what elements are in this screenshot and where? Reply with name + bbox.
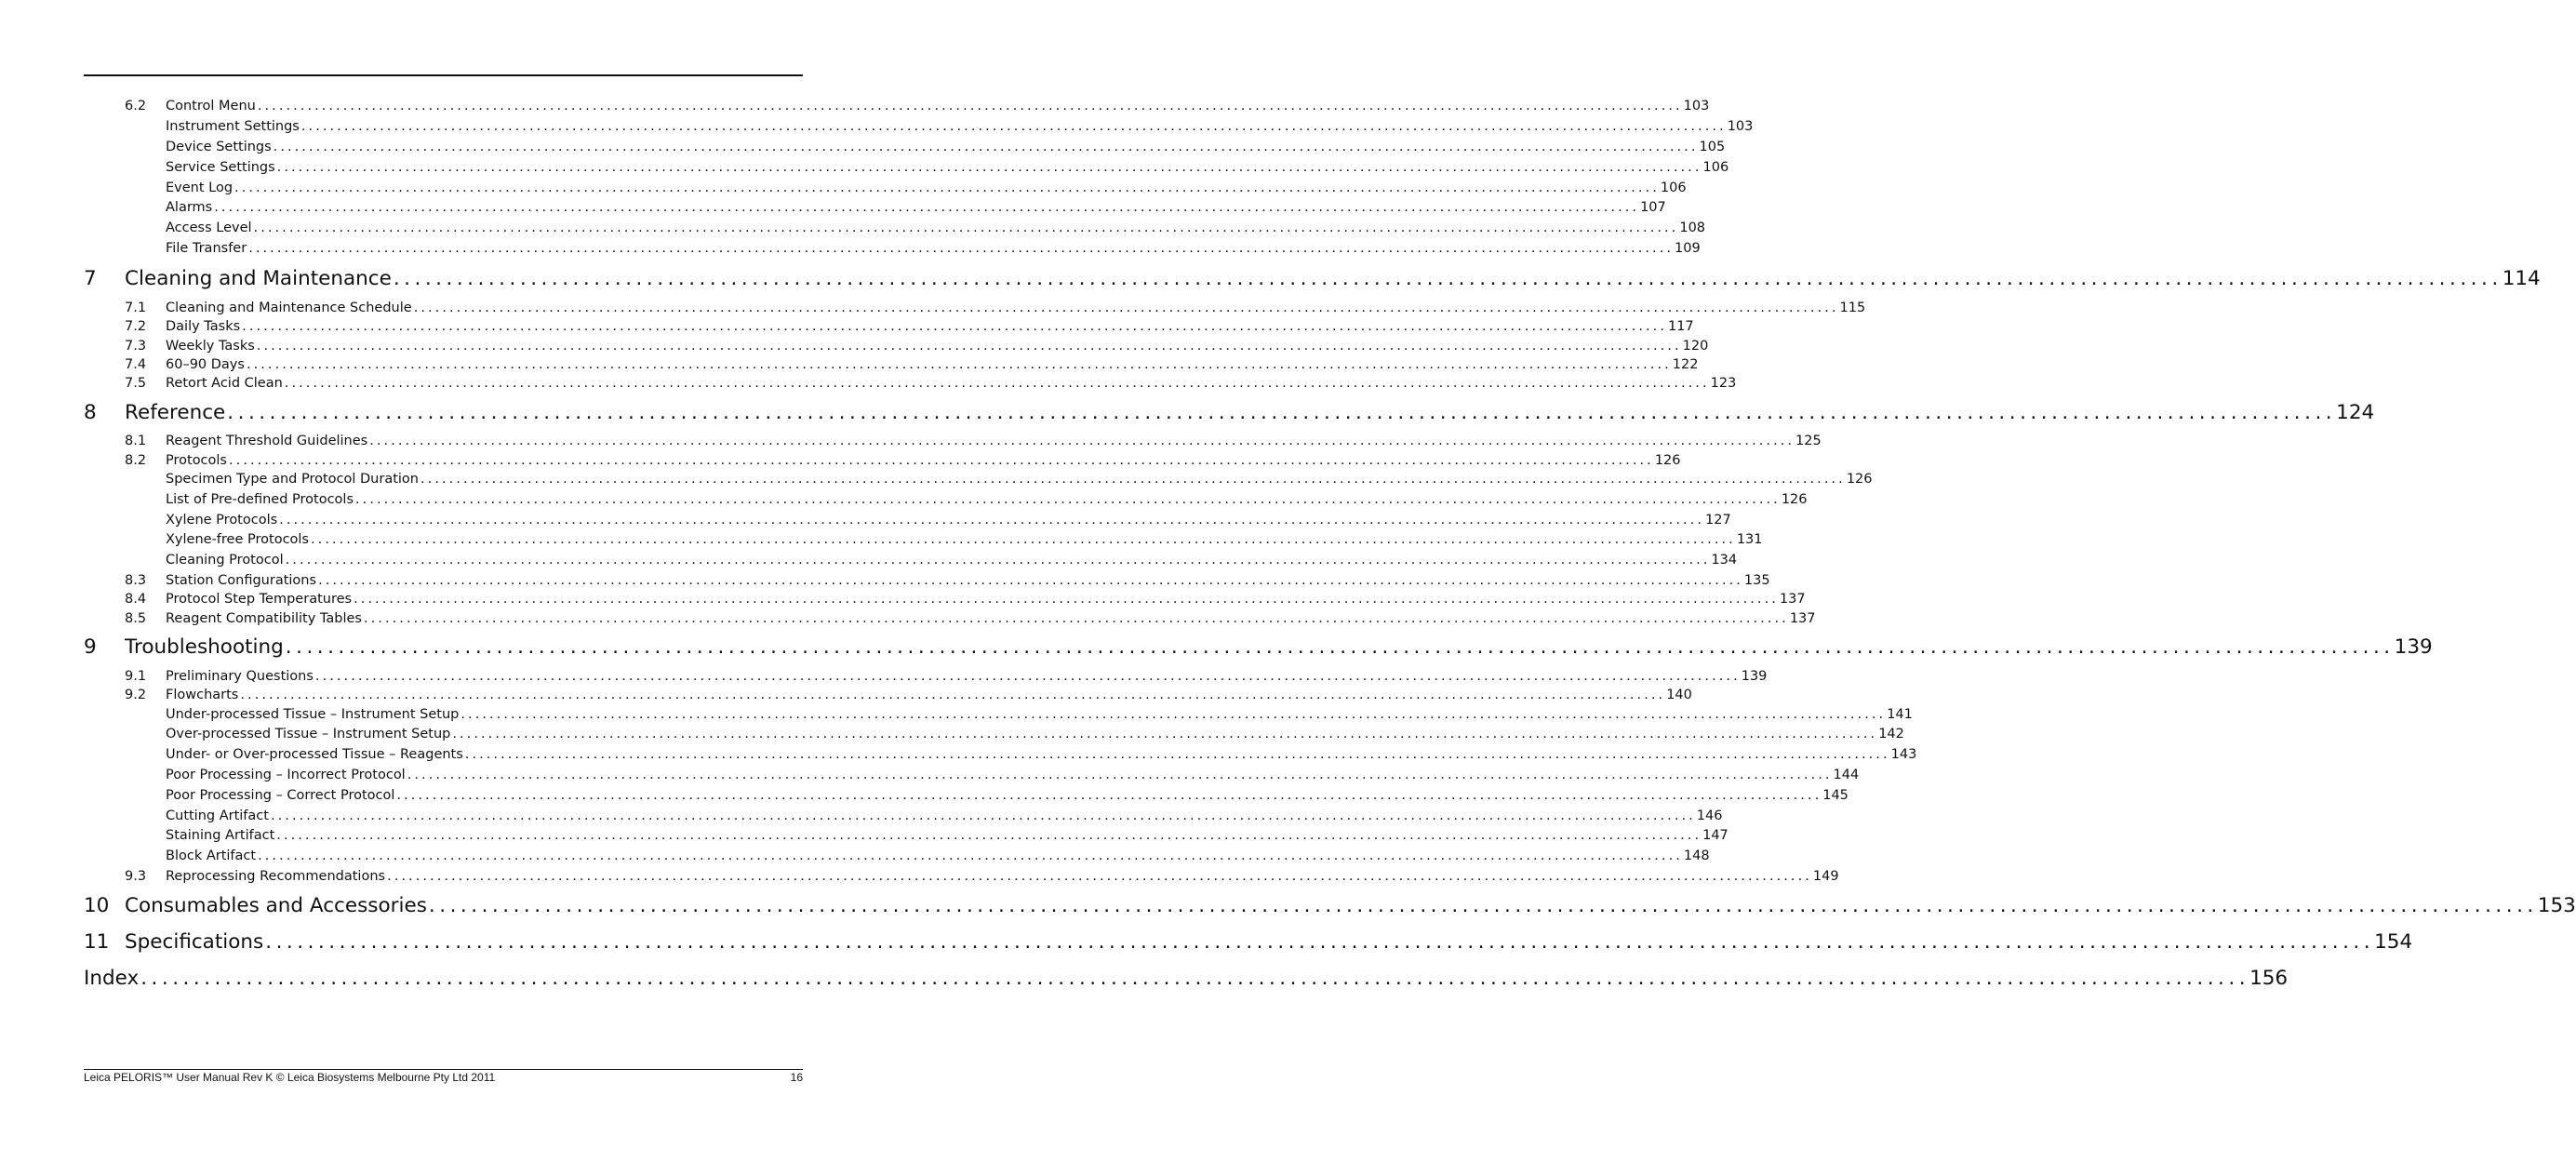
dot-leader: ........................................................................................................................................................................................................ — [363, 611, 1789, 626]
toc-section-entry[interactable] — [84, 807, 1723, 825]
dot-leader: ........................................................................................................................................................................................................ — [311, 532, 1736, 547]
toc-section-entry[interactable] — [84, 355, 1699, 374]
toc-entry-number: 6.2 — [125, 99, 147, 114]
footer-rule — [84, 1069, 803, 1070]
toc-entry-title: Event Log — [166, 180, 234, 195]
dot-leader: ........................................................................................................................................................................................................ — [279, 513, 1704, 528]
toc-entry-title: Cutting Artifact — [166, 808, 269, 823]
toc-section-entry[interactable] — [84, 432, 1822, 450]
toc-section-entry[interactable] — [84, 451, 1681, 470]
toc-section-entry[interactable] — [84, 867, 1839, 886]
toc-section-entry[interactable] — [84, 511, 1731, 529]
toc-entry-title: Protocol Step Temperatures — [166, 592, 353, 607]
toc-entry-page: 106 — [1660, 180, 1687, 195]
dot-leader: ........................................................................................................................................................................................................ — [420, 472, 1846, 487]
toc-entry-page: 137 — [1779, 592, 1806, 607]
toc-entry-page: 143 — [1890, 747, 1917, 762]
dot-leader: ........................................................................................................................................................................................................ — [256, 339, 1682, 354]
dot-leader: ........................................................................................................................................................................................................ — [460, 707, 1887, 722]
toc-entry-number: 7.1 — [125, 301, 147, 315]
dot-leader: ........................................................................................................................................................................................................ — [248, 241, 1675, 256]
toc-entry-page: 106 — [1702, 160, 1729, 175]
toc-entry-page: 108 — [1679, 220, 1706, 235]
toc-entry-title: 60–90 Days — [166, 357, 245, 372]
toc-section-entry[interactable] — [84, 117, 1754, 136]
toc-entry-title: Poor Processing – Correct Protocol — [166, 788, 395, 803]
toc-entry-page: 109 — [1675, 241, 1701, 256]
toc-section-entry[interactable] — [84, 667, 1768, 686]
toc-entry-title: Index — [84, 967, 140, 990]
toc-entry-title: Service Settings — [166, 160, 275, 175]
dot-leader: ........................................................................................................................................................................................................ — [428, 894, 2538, 917]
toc-section-entry[interactable] — [84, 198, 1666, 217]
toc-entry-page: 120 — [1682, 339, 1709, 354]
toc-entry-page: 141 — [1887, 707, 1913, 722]
toc-entry-title: Flowcharts — [166, 688, 239, 702]
toc-entry-title: Troubleshooting — [125, 635, 284, 659]
header-rule — [84, 74, 803, 76]
dot-leader: ........................................................................................................................................................................................................ — [276, 160, 1702, 175]
toc-section-entry[interactable] — [84, 219, 1706, 237]
toc-section-entry[interactable] — [84, 490, 1808, 509]
toc-entry-page: 134 — [1711, 553, 1738, 568]
toc-entry-title: Reference — [125, 401, 226, 424]
dot-leader: ........................................................................................................................................................................................................ — [413, 301, 1839, 315]
dot-leader: ........................................................................................................................................................................................................ — [257, 99, 1683, 114]
toc-section-entry[interactable] — [84, 239, 1701, 258]
toc-entry-number: 8 — [84, 401, 97, 424]
toc-chapter-entry[interactable] — [84, 965, 2289, 993]
toc-entry-title: Under-processed Tissue – Instrument Setup — [166, 707, 460, 722]
dot-leader: ........................................................................................................................................................................................................ — [270, 808, 1696, 823]
dot-leader: ........................................................................................................................................................................................................ — [265, 930, 2375, 954]
toc-section-entry[interactable] — [84, 97, 1710, 115]
toc-entry-title: Cleaning and Maintenance — [125, 267, 392, 290]
toc-section-entry[interactable] — [84, 766, 1860, 784]
dot-leader: ........................................................................................................................................................................................................ — [300, 119, 1727, 134]
toc-entry-title: Daily Tasks — [166, 319, 241, 334]
dot-leader: ........................................................................................................................................................................................................ — [396, 788, 1822, 803]
toc-entry-number: 10 — [84, 894, 110, 917]
page-footer — [84, 1071, 803, 1084]
toc-entry-page: 105 — [1699, 140, 1726, 154]
toc-entry-title: Preliminary Questions — [166, 669, 314, 684]
toc-section-entry[interactable] — [84, 826, 1728, 845]
toc-entry-title: Xylene Protocols — [166, 513, 278, 528]
dot-leader: ........................................................................................................................................................................................................ — [387, 869, 1812, 884]
toc-section-entry[interactable] — [84, 725, 1904, 743]
toc-entry-number: 8.1 — [125, 434, 147, 448]
toc-entry-number: 7 — [84, 267, 97, 290]
toc-entry-page: 124 — [2336, 401, 2375, 424]
dot-leader: ........................................................................................................................................................................................................ — [227, 401, 2337, 424]
toc-section-entry[interactable] — [84, 317, 1694, 336]
dot-leader: ........................................................................................................................................................................................................ — [354, 592, 1779, 607]
toc-entry-page: 140 — [1666, 688, 1692, 702]
toc-entry-number: 8.5 — [125, 611, 147, 626]
toc-section-entry[interactable] — [84, 138, 1726, 156]
dot-leader: ........................................................................................................................................................................................................ — [214, 200, 1640, 215]
toc-entry-title: Station Configurations — [166, 573, 317, 588]
dot-leader: ........................................................................................................................................................................................................ — [258, 848, 1683, 863]
toc-entry-title: Reagent Threshold Guidelines — [166, 434, 368, 448]
toc-entry-title: Block Artifact — [166, 848, 257, 863]
toc-entry-page: 142 — [1878, 727, 1904, 742]
toc-entry-page: 117 — [1667, 319, 1694, 334]
dot-leader: ........................................................................................................................................................................................................ — [318, 573, 1743, 588]
toc-entry-page: 156 — [2249, 967, 2289, 990]
toc-entry-title: Device Settings — [166, 140, 272, 154]
dot-leader: ........................................................................................................................................................................................................ — [140, 967, 2250, 990]
toc-entry-page: 144 — [1833, 768, 1860, 782]
toc-entry-page: 127 — [1705, 513, 1731, 528]
toc-section-entry[interactable] — [84, 745, 1917, 764]
toc-entry-page: 125 — [1795, 434, 1822, 448]
toc-entry-title: Protocols — [166, 453, 227, 468]
toc-entry-number: 7.3 — [125, 339, 147, 354]
toc-entry-page: 146 — [1696, 808, 1723, 823]
toc-entry-page: 139 — [1741, 669, 1768, 684]
toc-entry-page: 149 — [1812, 869, 1839, 884]
toc-section-entry[interactable] — [84, 551, 1738, 569]
dot-leader: ........................................................................................................................................................................................................ — [464, 747, 1890, 762]
dot-leader: ........................................................................................................................................................................................................ — [369, 434, 1795, 448]
toc-entry-title: Consumables and Accessories — [125, 894, 427, 917]
toc-entry-title: Reprocessing Recommendations — [166, 869, 386, 884]
toc-section-entry[interactable] — [84, 158, 1729, 177]
dot-leader: ........................................................................................................................................................................................................ — [273, 140, 1699, 154]
toc-entry-page: 135 — [1743, 573, 1770, 588]
toc-section-entry[interactable] — [84, 786, 1849, 805]
toc-section-entry[interactable] — [84, 609, 1816, 628]
toc-entry-number: 8.2 — [125, 453, 147, 468]
toc-entry-number: 11 — [84, 930, 110, 954]
toc-entry-title: Poor Processing – Incorrect Protocol — [166, 768, 406, 782]
dot-leader: ........................................................................................................................................................................................................ — [276, 828, 1702, 843]
toc-chapter-entry[interactable] — [84, 265, 2541, 293]
toc-chapter-entry[interactable] — [84, 892, 2576, 920]
toc-entry-page: 139 — [2394, 635, 2433, 659]
toc-entry-number: 7.5 — [125, 376, 147, 391]
dot-leader: ........................................................................................................................................................................................................ — [284, 376, 1710, 391]
dot-leader: ........................................................................................................................................................................................................ — [393, 267, 2503, 290]
toc-section-entry[interactable] — [84, 299, 1866, 317]
toc-entry-page: 103 — [1727, 119, 1754, 134]
toc-chapter-entry[interactable] — [84, 929, 2413, 956]
toc-entry-page: 153 — [2537, 894, 2576, 917]
dot-leader: ........................................................................................................................................................................................................ — [314, 669, 1741, 684]
toc-entry-page: 115 — [1839, 301, 1866, 315]
dot-leader: ........................................................................................................................................................................................................ — [229, 453, 1654, 468]
toc-section-entry[interactable] — [84, 686, 1692, 704]
toc-entry-title: Retort Acid Clean — [166, 376, 283, 391]
toc-entry-title: Cleaning and Maintenance Schedule — [166, 301, 412, 315]
toc-section-entry[interactable] — [84, 705, 1913, 724]
toc-entry-title: Weekly Tasks — [166, 339, 255, 354]
toc-entry-title: Staining Artifact — [166, 828, 275, 843]
dot-leader: ........................................................................................................................................................................................................ — [285, 553, 1711, 568]
toc-entry-title: Cleaning Protocol — [166, 553, 284, 568]
dot-leader: ........................................................................................................................................................................................................ — [246, 357, 1672, 372]
dot-leader: ........................................................................................................................................................................................................ — [355, 492, 1781, 507]
toc-entry-title: Alarms — [166, 200, 213, 215]
toc-entry-title: Specifications — [125, 930, 264, 954]
toc-entry-page: 131 — [1736, 532, 1763, 547]
toc-entry-title: Under- or Over-processed Tissue – Reagents — [166, 747, 463, 762]
toc-entry-title: Control Menu — [166, 99, 256, 114]
toc-entry-page: 114 — [2502, 267, 2541, 290]
toc-chapter-entry[interactable] — [84, 634, 2433, 661]
toc-section-entry[interactable] — [84, 337, 1709, 355]
toc-entry-number: 9.3 — [125, 869, 147, 884]
toc-entry-number: 8.3 — [125, 573, 147, 588]
dot-leader: ........................................................................................................................................................................................................ — [242, 319, 1667, 334]
toc-entry-page: 148 — [1683, 848, 1710, 863]
toc-entry-page: 103 — [1683, 99, 1710, 114]
footer-copyright: Leica PELORIS™ User Manual Rev K © Leica Biosystems Melbourne Pty Ltd 2011 — [84, 1071, 496, 1084]
toc-entry-page: 107 — [1640, 200, 1666, 215]
toc-entry-title: Reagent Compatibility Tables — [166, 611, 362, 626]
toc-entry-number: 8.4 — [125, 592, 147, 607]
toc-section-entry[interactable] — [84, 847, 1710, 865]
toc-entry-title: Over-processed Tissue – Instrument Setup — [166, 727, 451, 742]
toc-entry-title: File Transfer — [166, 241, 247, 256]
toc-entry-page: 145 — [1822, 788, 1849, 803]
toc-entry-number: 7.4 — [125, 357, 147, 372]
toc-section-entry[interactable] — [84, 590, 1806, 608]
dot-leader: ........................................................................................................................................................................................................ — [285, 635, 2395, 659]
dot-leader: ........................................................................................................................................................................................................ — [234, 180, 1660, 195]
dot-leader: ........................................................................................................................................................................................................ — [452, 727, 1878, 742]
toc-section-entry[interactable] — [84, 571, 1770, 590]
footer-page-number: 16 — [790, 1071, 803, 1084]
toc-entry-page: 126 — [1781, 492, 1808, 507]
toc-entry-page: 122 — [1672, 357, 1699, 372]
toc-entry-number: 9.1 — [125, 669, 147, 684]
toc-entry-title: Instrument Settings — [166, 119, 300, 134]
toc-entry-title: Xylene-free Protocols — [166, 532, 309, 547]
toc-entry-page: 123 — [1710, 376, 1737, 391]
toc-entry-page: 126 — [1846, 472, 1873, 487]
toc-section-entry[interactable] — [84, 179, 1687, 197]
toc-entry-page: 137 — [1789, 611, 1816, 626]
toc-chapter-entry[interactable] — [84, 399, 2375, 427]
dot-leader: ........................................................................................................................................................................................................ — [240, 688, 1666, 702]
toc-entry-title: List of Pre-defined Protocols — [166, 492, 354, 507]
dot-leader: ........................................................................................................................................................................................................ — [407, 768, 1833, 782]
dot-leader: ........................................................................................................................................................................................................ — [253, 220, 1679, 235]
toc-section-entry[interactable] — [84, 530, 1763, 549]
toc-entry-number: 7.2 — [125, 319, 147, 334]
toc-entry-title: Access Level — [166, 220, 252, 235]
toc-entry-page: 154 — [2374, 930, 2413, 954]
toc-entry-number: 9 — [84, 635, 97, 659]
toc-entry-title: Specimen Type and Protocol Duration — [166, 472, 419, 487]
toc-section-entry[interactable] — [84, 374, 1737, 393]
toc-section-entry[interactable] — [84, 470, 1873, 488]
toc-entry-page: 147 — [1702, 828, 1728, 843]
toc-entry-page: 126 — [1654, 453, 1681, 468]
toc-entry-number: 9.2 — [125, 688, 147, 702]
